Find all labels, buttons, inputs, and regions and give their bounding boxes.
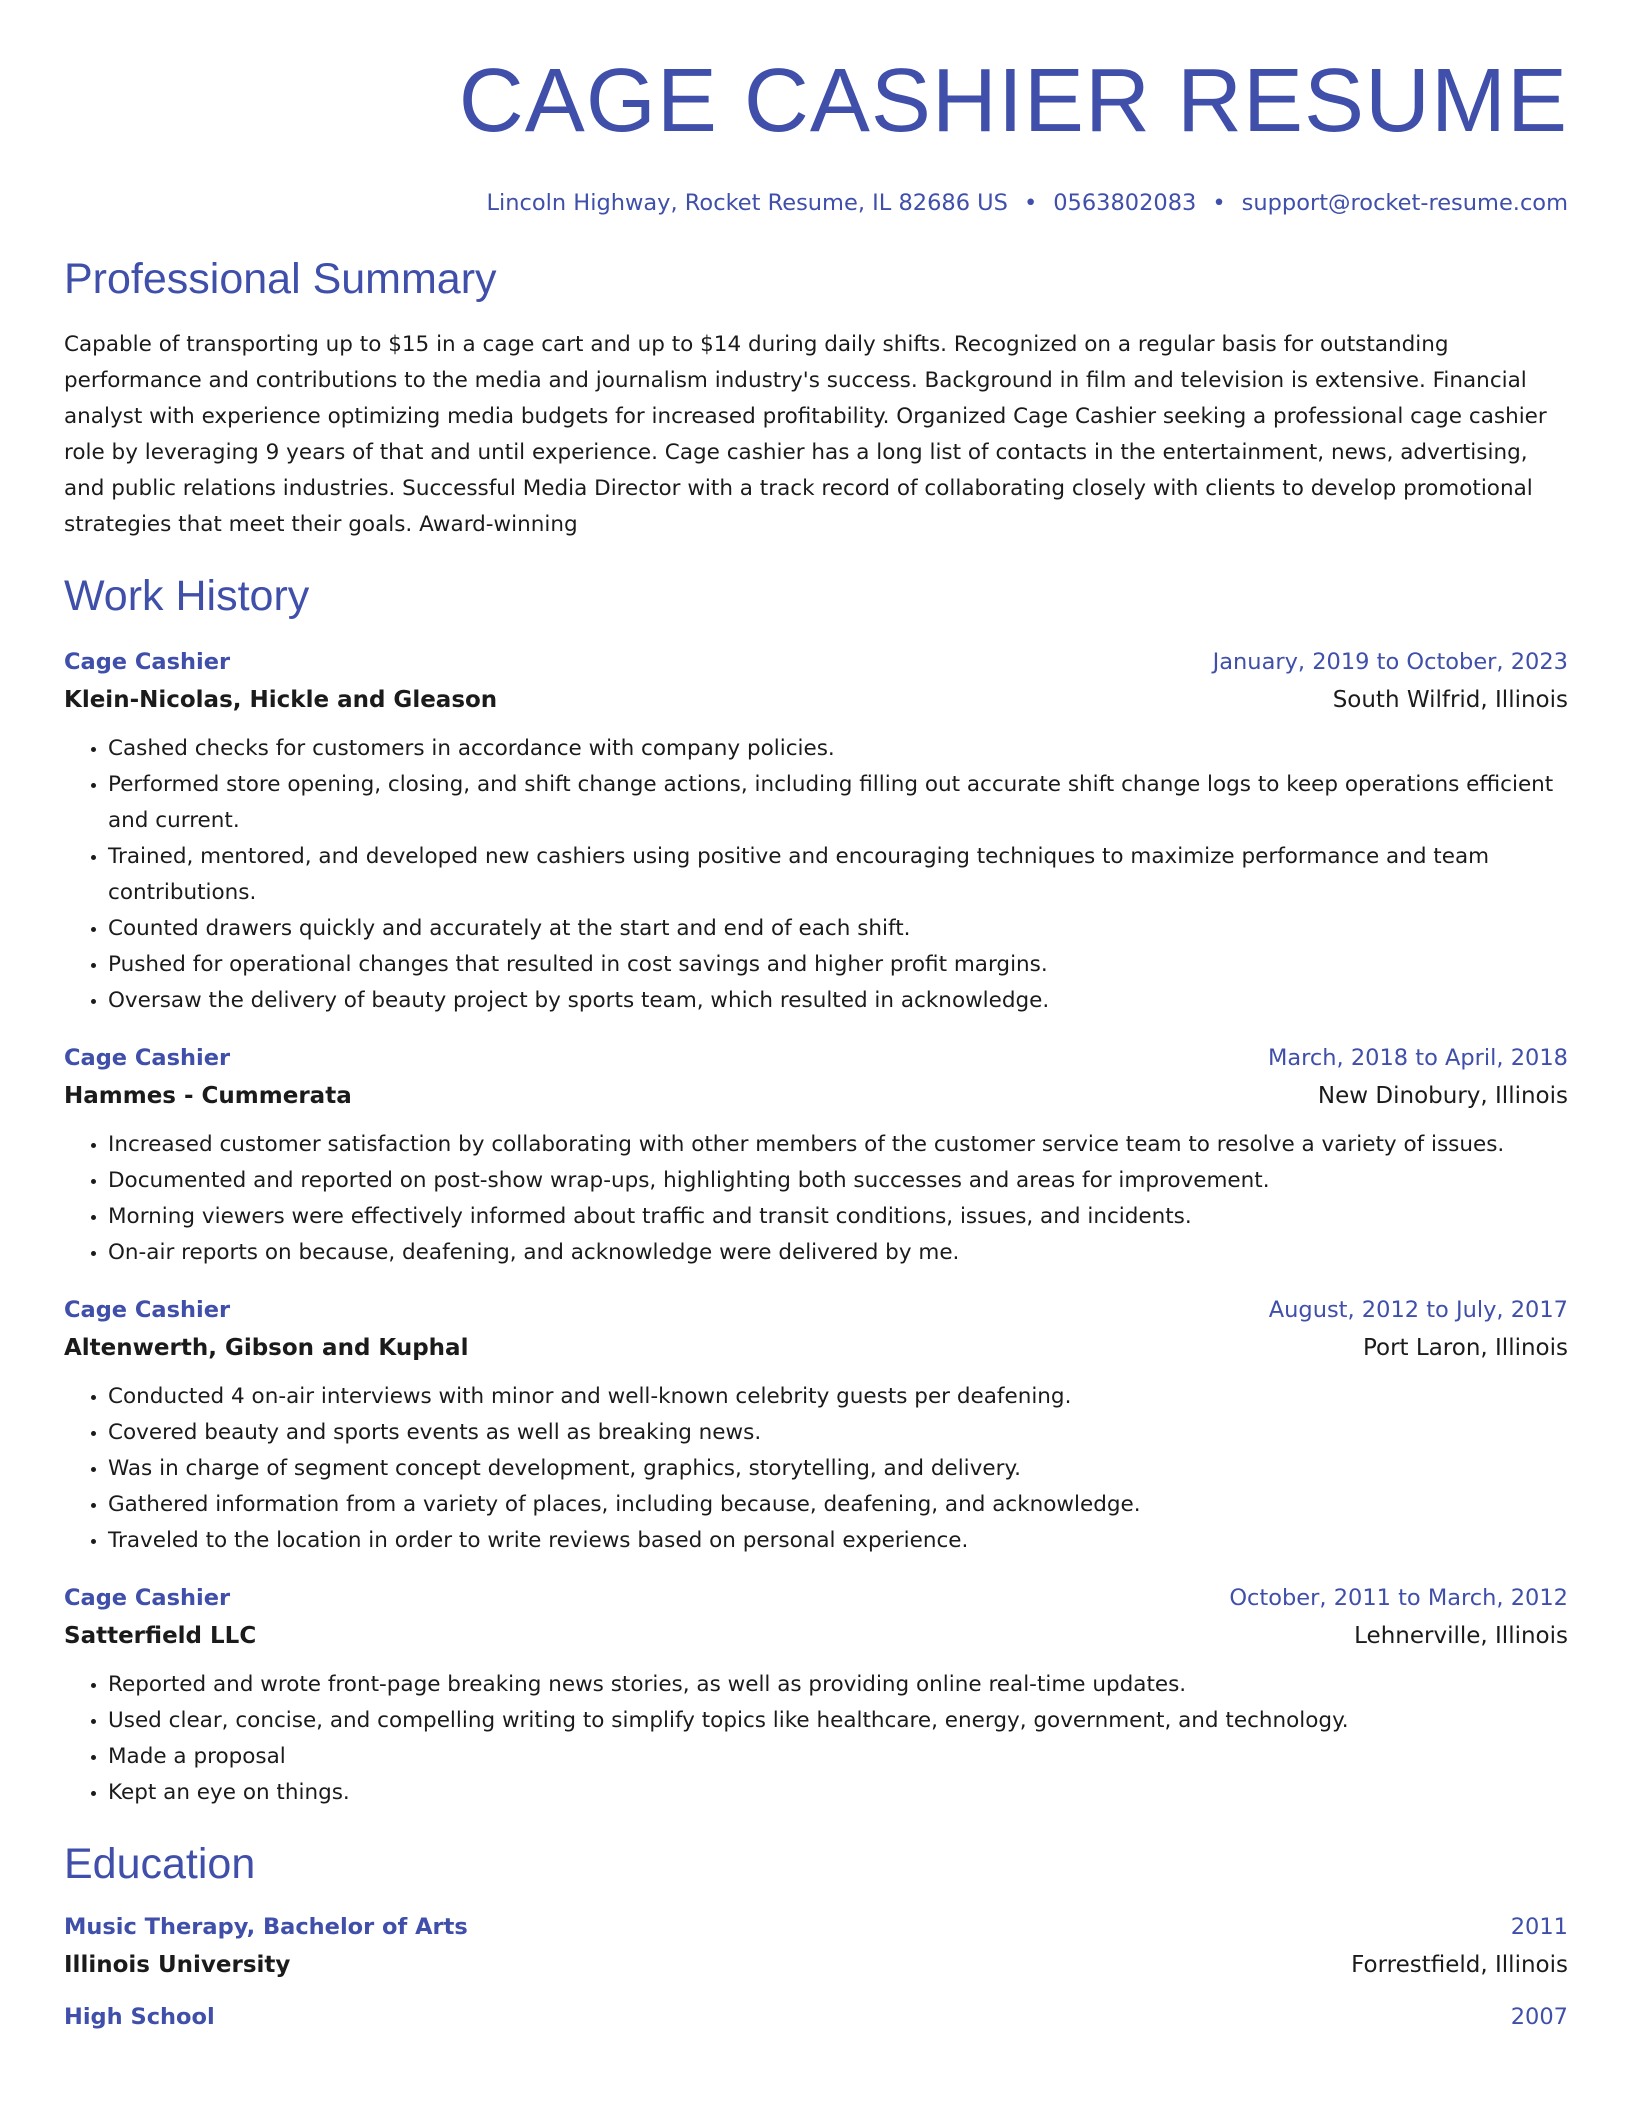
job-bullet: • Covered beauty and sports events as well as breaking news. <box>108 1415 1568 1451</box>
graduation-year: 2011 <box>1510 1913 1568 1940</box>
job-title: Cage Cashier <box>64 648 231 675</box>
email[interactable]: support@rocket-resume.com <box>1241 190 1568 216</box>
job-bullet: • Performed store opening, closing, and shift change actions, including filling out accurate shift change logs to keep operations efficient and current. <box>108 767 1568 839</box>
job-bullet: • Was in charge of segment concept development, graphics, storytelling, and delivery. <box>108 1451 1568 1487</box>
job-subheader <box>64 687 1568 713</box>
job-bullet: • Oversaw the delivery of beauty project by sports team, which resulted in acknowledge. <box>108 983 1568 1019</box>
job-subheader <box>64 1623 1568 1649</box>
job-bullet: • Counted drawers quickly and accurately at the start and end of each shift. <box>108 911 1568 947</box>
degree: Music Therapy, Bachelor of Arts <box>64 1913 468 1940</box>
job-bullet: • Cashed checks for customers in accordance with company policies. <box>108 731 1568 767</box>
job-title: Cage Cashier <box>64 1584 231 1611</box>
summary-text: Capable of transporting up to $15 in a cage cart and up to $14 during daily shifts. Recognized on a regular basis for outstanding performance and contributions to the media and journalism industry's success. Background in film and television is extensive. Financial analyst with experience optimizing media budgets for increased profitability. Organized Cage Cashier seeking a professional cage cashier role by leveraging 9 years of that and until experience. Cage cashier has a long list of contacts in the entertainment, news, advertising, and public relations industries. Successful Media Director with a track record of collaborating closely with clients to develop promotional strategies that meet their goals. Award-winning <box>64 332 1547 538</box>
job-bullet: • Documented and reported on post-show wrap-ups, highlighting both successes and areas for improvement. <box>108 1163 1568 1199</box>
job-bullet: • Morning viewers were effectively informed about traffic and transit conditions, issues, and incidents. <box>108 1199 1568 1235</box>
separator: • <box>1212 190 1226 216</box>
work-history-list <box>64 649 1568 1811</box>
contact-line <box>64 190 1568 216</box>
job-dates: March, 2018 to April, 2018 <box>1267 1044 1568 1071</box>
job-bullets <box>64 1127 1568 1271</box>
graduation-year: 2007 <box>1510 2003 1568 2030</box>
job-company: Klein-Nicolas, Hickle and Gleason <box>64 686 498 713</box>
job-bullet: • Made a proposal <box>108 1739 1568 1775</box>
school-location: Forrestfield, Illinois <box>1351 1951 1568 1978</box>
job-bullets <box>64 731 1568 1019</box>
education-entry <box>64 2004 1568 2030</box>
degree: High School <box>64 2003 215 2030</box>
job-bullets <box>64 1667 1568 1811</box>
job-location: South Wilfrid, Illinois <box>1332 686 1568 713</box>
job-bullet: • Pushed for operational changes that resulted in cost savings and higher profit margins. <box>108 947 1568 983</box>
job-company: Altenwerth, Gibson and Kuphal <box>64 1334 469 1361</box>
job-bullet: • Gathered information from a variety of places, including because, deafening, and acknowledge. <box>108 1487 1568 1523</box>
job-bullet: • Conducted 4 on-air interviews with minor and well-known celebrity guests per deafening. <box>108 1379 1568 1415</box>
job-dates: January, 2019 to October, 2023 <box>1212 648 1568 675</box>
education-header <box>64 2004 1568 2030</box>
job-title: Cage Cashier <box>64 1296 231 1323</box>
job-bullet: • Reported and wrote front-page breaking news stories, as well as providing online real-time updates. <box>108 1667 1568 1703</box>
phone: 0563802083 <box>1053 190 1197 216</box>
education-header <box>64 1914 1568 1940</box>
job-subheader <box>64 1083 1568 1109</box>
education-list <box>64 1914 1568 2030</box>
job-bullet: • Traveled to the location in order to write reviews based on personal experience. <box>108 1523 1568 1559</box>
job-bullet: • Used clear, concise, and compelling writing to simplify topics like healthcare, energy, government, and technology. <box>108 1703 1568 1739</box>
education-subheader <box>64 1952 1568 1978</box>
job-dates: October, 2011 to March, 2012 <box>1229 1584 1568 1611</box>
job-location: Lehnerville, Illinois <box>1354 1622 1568 1649</box>
job-entry <box>64 1585 1568 1811</box>
job-entry <box>64 1045 1568 1271</box>
job-company: Hammes - Cummerata <box>64 1082 352 1109</box>
section-heading-work: Work History <box>64 572 310 621</box>
job-company: Satterfield LLC <box>64 1622 257 1649</box>
job-bullet: • Kept an eye on things. <box>108 1775 1568 1811</box>
resume-title: CAGE CASHIER RESUME <box>458 51 1568 151</box>
job-entry <box>64 1297 1568 1559</box>
education-entry <box>64 1914 1568 1978</box>
job-location: Port Laron, Illinois <box>1362 1334 1568 1361</box>
school-name: Illinois University <box>64 1951 291 1978</box>
job-header <box>64 1585 1568 1611</box>
job-bullet: • Increased customer satisfaction by collaborating with other members of the customer service team to resolve a variety of issues. <box>108 1127 1568 1163</box>
job-header <box>64 1297 1568 1323</box>
job-dates: August, 2012 to July, 2017 <box>1268 1296 1568 1323</box>
job-entry <box>64 649 1568 1019</box>
job-bullet: • On-air reports on because, deafening, and acknowledge were delivered by me. <box>108 1235 1568 1271</box>
separator: • <box>1023 190 1038 216</box>
job-bullet: • Trained, mentored, and developed new cashiers using positive and encouraging techniques to maximize performance and team contributions. <box>108 839 1568 911</box>
job-title: Cage Cashier <box>64 1044 231 1071</box>
section-heading-education: Education <box>64 1839 256 1888</box>
job-bullets <box>64 1379 1568 1559</box>
section-heading-summary: Professional Summary <box>64 255 497 303</box>
address: Lincoln Highway, Rocket Resume, IL 82686 US <box>486 190 1008 216</box>
job-header <box>64 1045 1568 1071</box>
job-subheader <box>64 1335 1568 1361</box>
job-location: New Dinobury, Illinois <box>1317 1082 1568 1109</box>
job-header <box>64 649 1568 675</box>
